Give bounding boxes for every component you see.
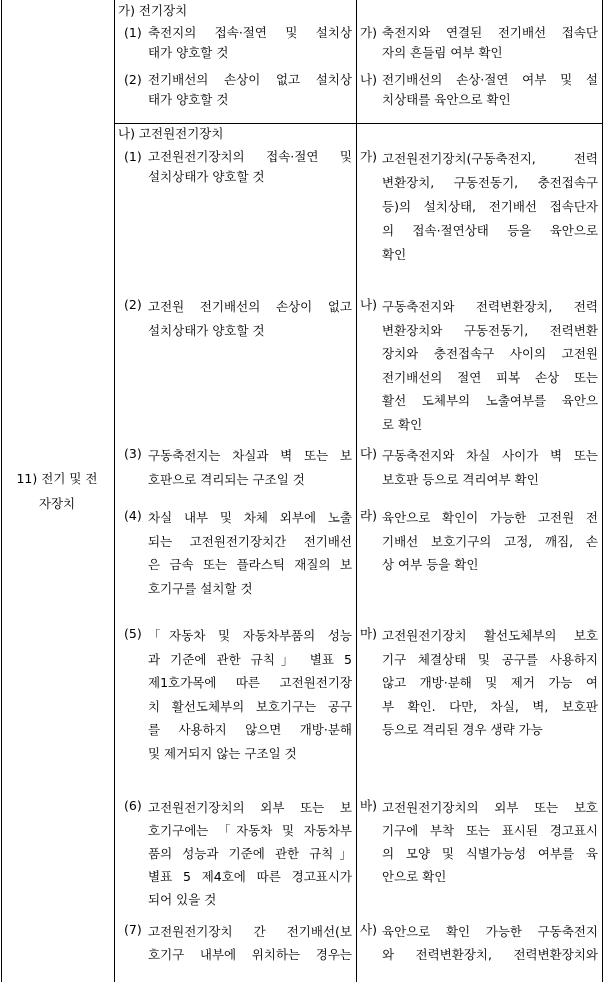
- criterion-text: 고전원전기장치의 접속·절연 및 설치상태가 양호할 것: [148, 149, 352, 184]
- method-mark: 가): [360, 149, 377, 164]
- criterion-text: 전기배선의 손상이 없고 설치상 태가 양호할 것: [148, 72, 352, 107]
- method-mark: 다): [360, 446, 377, 461]
- criterion-number: (1): [124, 149, 142, 164]
- method-text: 고전원전기장치(구동축전지, 전력 변환장치, 구동전동기, 충전접속구 등)의 설치상태, 전기배선 접속단자 의 접속·절연상태 등을 육안으로 확인: [382, 151, 598, 262]
- category-line-2: 자장치: [38, 496, 76, 511]
- method-mark: 바): [360, 798, 377, 813]
- criterion-text: 축전지의 접속·절연 및 설치상 태가 양호할 것: [148, 25, 352, 60]
- method-text: 구동축전지와 차실 사이가 벽 또는 보호판 등으로 격리여부 확인: [382, 448, 598, 487]
- column-divider-1: [114, 0, 115, 982]
- method-text: 구동축전지와 전력변환장치, 전력 변환장치와 구동전동기, 전력변환 장치와 충전접속구 사이의 고전원 전기배선의 절연 피복 손상 또는 활선 도체부의 노출여부를 육안으 로 확인: [382, 299, 598, 432]
- criterion-number: (6): [124, 798, 142, 813]
- method-mark: 나): [360, 72, 377, 87]
- criterion-number: (1): [124, 25, 142, 40]
- method-mark: 마): [360, 626, 377, 641]
- method-mark: 사): [360, 922, 377, 937]
- criterion-text: 구동축전지는 차실과 벽 또는 보 호판으로 격리되는 구조일 것: [148, 448, 352, 487]
- method-mark: 가): [360, 25, 377, 40]
- section-heading-electrical: 가) 전기장치: [118, 3, 188, 18]
- method-text: 육안으로 확인이 가능한 고전원 전 기배선 보호기구의 고정, 깨짐, 손 상 여부 등을 확인: [382, 510, 598, 572]
- criterion-text: 고전원전기장치의 외부 또는 보 호기구에는 「자동차 및 자동차부 품의 성능과 기준에 관한 규칙」 별표 5 제4호에 따른 경고표시가 되어 있을 것: [148, 800, 352, 907]
- column-divider-2: [356, 0, 357, 982]
- criterion-number: (5): [124, 626, 142, 641]
- table-border-right: [602, 0, 603, 982]
- criterion-text: 고전원전기장치 간 전기배선(보 호기구 내부에 위치하는 경우는: [148, 924, 352, 962]
- method-text: 고전원전기장치 활선도체부의 보호 기구 체결상태 및 공구를 사용하지 않고 개방·분해 및 제거 가능 여 부 확인. 다만, 차실, 벽, 보호판 등으로 격리된 경우 생략 가능: [382, 628, 598, 737]
- criterion-number: (2): [124, 297, 142, 312]
- criterion-number: (4): [124, 508, 142, 523]
- category-line-1: 11) 전기 및 전: [16, 471, 98, 486]
- criterion-number: (3): [124, 446, 142, 461]
- method-mark: 라): [360, 508, 377, 523]
- criterion-text: 고전원 전기배선의 손상이 없고 설치상태가 양호할 것: [148, 299, 352, 338]
- section-heading-high-voltage: 나) 고전원전기장치: [118, 126, 224, 141]
- criterion-text: 「자동차 및 자동차부품의 성능 과 기준에 관한 규칙」 별표 5 제1호가목에 따른 고전원전기장 치 활선도체부의 보호기구는 공구 를 사용하지 않으면 개방·분해 및 제거되지 않는 구조일 것: [148, 628, 352, 761]
- criterion-number: (2): [124, 72, 142, 87]
- method-text: 축전지와 연결된 전기배선 접속단 자의 흔들림 여부 확인: [382, 25, 598, 60]
- criterion-number: (7): [124, 922, 142, 937]
- criterion-text: 차실 내부 및 차체 외부에 노출 되는 고전원전기장치간 전기배선 은 금속 또는 플라스틱 재질의 보 호기구를 설치할 것: [148, 510, 352, 596]
- method-text: 고전원전기장치의 외부 또는 보호 기구에 부착 또는 표시된 경고표시 의 모양 및 식별가능성 여부를 육 안으로 확인: [382, 800, 598, 884]
- category-cell: [2, 466, 112, 516]
- method-mark: 나): [360, 297, 377, 312]
- method-text: 전기배선의 손상·절연 여부 및 설 치상태를 육안으로 확인: [382, 72, 598, 107]
- method-text: 육안으로 확인 가능한 구동축전지 와 전력변환장치, 전력변환장치와: [382, 924, 598, 962]
